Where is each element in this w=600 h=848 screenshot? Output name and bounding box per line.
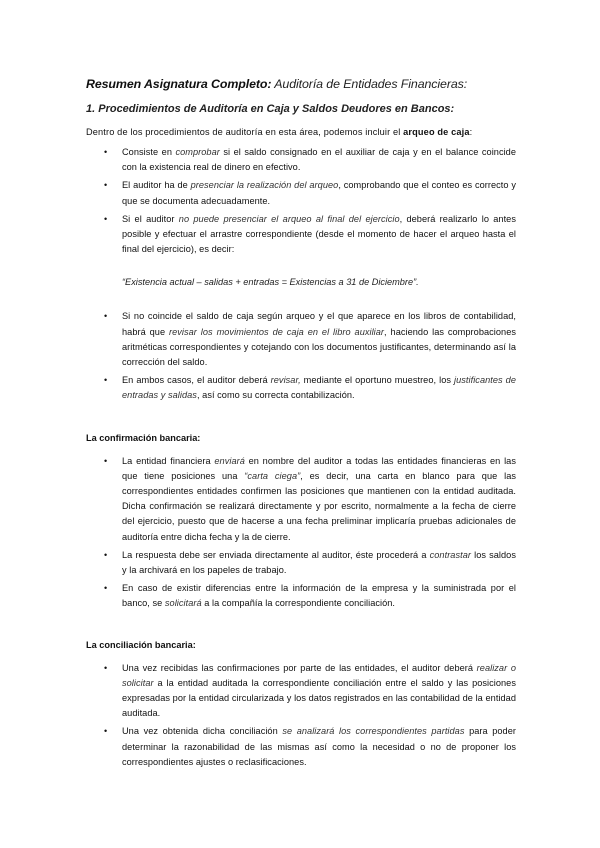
list-item — [86, 548, 516, 578]
emphasis-text: revisar los movimientos de caja en el libro auxiliar — [169, 326, 385, 337]
body-text: mediante el oportuno muestreo, los — [300, 375, 455, 386]
section-1-heading: 1. Procedimientos de Auditoría en Caja y Saldos Deudores en Bancos: — [86, 103, 455, 115]
emphasis-text: se analizará los correspondientes partidas — [282, 726, 465, 737]
body-text: a la entidad auditada la correspondiente conciliación entre el saldo y las posiciones expresadas por la entidad circularizada y los datos registrados en las contabilidad de la entidad auditada. — [122, 677, 516, 719]
body-text: En ambos casos, el auditor deberá — [122, 375, 271, 386]
arrastre-formula: “Existencia actual – salidas + entradas = Existencias a 31 de Diciembre”. — [122, 277, 419, 288]
bullet-icon: • — [104, 180, 108, 191]
intro-text: Dentro de los procedimientos de auditoría en esta área, podemos incluir el — [86, 127, 404, 137]
conciliacion-heading: La conciliación bancaria: — [86, 639, 196, 650]
intro-bold-term: arqueo de caja — [403, 127, 470, 137]
emphasis-text: “carta ciega” — [244, 470, 301, 481]
body-text: , haciendo las comprobaciones aritméticas correspondientes y cotejando con los documentos justificantes, determinando así la corrección del saldo. — [122, 326, 516, 368]
list-item — [86, 661, 516, 722]
document-body — [86, 76, 516, 773]
body-text: El auditor ha de — [122, 180, 191, 191]
bullet-icon: • — [104, 375, 108, 386]
intro-paragraph — [86, 125, 516, 139]
title-subject: Auditoría de Entidades Financieras: — [271, 77, 468, 91]
bullet-icon: • — [104, 662, 108, 673]
list-item — [86, 212, 516, 258]
body-text: Una vez recibidas las confirmaciones por parte de las entidades, el auditor deberá — [122, 662, 477, 673]
body-text: , deberá realizarlo lo antes posible y efectuar el arrastre correspondiente (desde el momento de hacer el arqueo hasta el final del ejercicio), es decir: — [122, 213, 516, 255]
body-text: En caso de existir diferencias entre la información de la empresa y la suministrada por el banco, se — [122, 583, 516, 609]
list-item — [86, 724, 516, 770]
bullet-icon: • — [104, 455, 108, 466]
body-text: , comprobando que el conteo es correcto y que se documenta adecuadamente. — [122, 180, 516, 206]
body-text: si el saldo consignado en el auxiliar de caja y en el balance coincide con la existencia real de dinero en efectivo. — [122, 147, 516, 173]
bullet-icon: • — [104, 726, 108, 737]
list-item — [86, 178, 516, 208]
bullet-icon: • — [104, 147, 108, 157]
conciliacion-bullet-list — [86, 661, 516, 770]
emphasis-text: presenciar la realización del arqueo — [190, 180, 339, 191]
intro-end: : — [469, 127, 473, 137]
document-title — [86, 76, 516, 92]
emphasis-text: solicitará — [164, 598, 202, 609]
list-item — [86, 581, 516, 611]
emphasis-text: no puede presenciar el arqueo al final del ejercicio — [178, 213, 400, 224]
body-text: Una vez obtenida dicha conciliación — [122, 726, 283, 737]
emphasis-text: enviará — [214, 455, 245, 466]
body-text: Si no coincide el saldo de caja según arqueo y el que aparece en los libros de contabilidad, habrá que — [122, 311, 516, 337]
confirmacion-heading: La confirmación bancaria: — [86, 432, 201, 443]
body-text: para poder determinar la razonabilidad de las mismas así como la necesidad o no de proponer los correspondientes ajustes o reclasificaciones. — [122, 726, 516, 767]
body-text: a la compañía la correspondiente conciliación. — [201, 598, 396, 609]
emphasis-text: realizar o solicitar — [122, 662, 516, 688]
bullet-icon: • — [104, 549, 108, 560]
emphasis-text: comprobar — [175, 147, 220, 157]
body-text: La entidad financiera — [122, 455, 215, 466]
body-text: Si el auditor — [122, 213, 179, 224]
bullet-icon: • — [104, 213, 108, 224]
list-item — [86, 373, 516, 403]
arqueo-bullet-list-2 — [86, 309, 516, 403]
body-text: en nombre del auditor a todas las entidades financieras en las que tiene posiciones una — [122, 455, 516, 481]
emphasis-text: revisar, — [270, 375, 301, 386]
bullet-icon: • — [104, 311, 108, 322]
list-item — [86, 145, 516, 175]
title-bold: Resumen Asignatura Completo: — [86, 77, 272, 91]
confirmacion-bullet-list — [86, 454, 516, 612]
list-item — [86, 454, 516, 545]
body-text: La respuesta debe ser enviada directamente al auditor, éste procederá a — [122, 549, 430, 560]
body-text: , así como su correcta contabilización. — [196, 390, 355, 401]
bullet-icon: • — [104, 583, 108, 594]
body-text: , es decir, una carta en blanco para que las correspondientes entidades confirmen las posiciones que mantienen con la entidad auditada. Dicha confirmación se realizará directamente y por escrito, normalmente a la fecha de cierre del ejercicio, puesto que de hacerse a una fecha preliminar implicaría pruebas adicionales de auditoría entre dicha fecha y la de cierre. — [122, 470, 516, 542]
arqueo-bullet-list — [86, 145, 516, 257]
emphasis-text: justificantes de entradas y salidas — [122, 375, 516, 401]
list-item — [86, 309, 516, 370]
emphasis-text: contrastar — [429, 549, 471, 560]
body-text: los saldos y la archivará en los papeles de trabajo. — [122, 549, 516, 576]
body-text: Consiste en — [122, 147, 176, 157]
